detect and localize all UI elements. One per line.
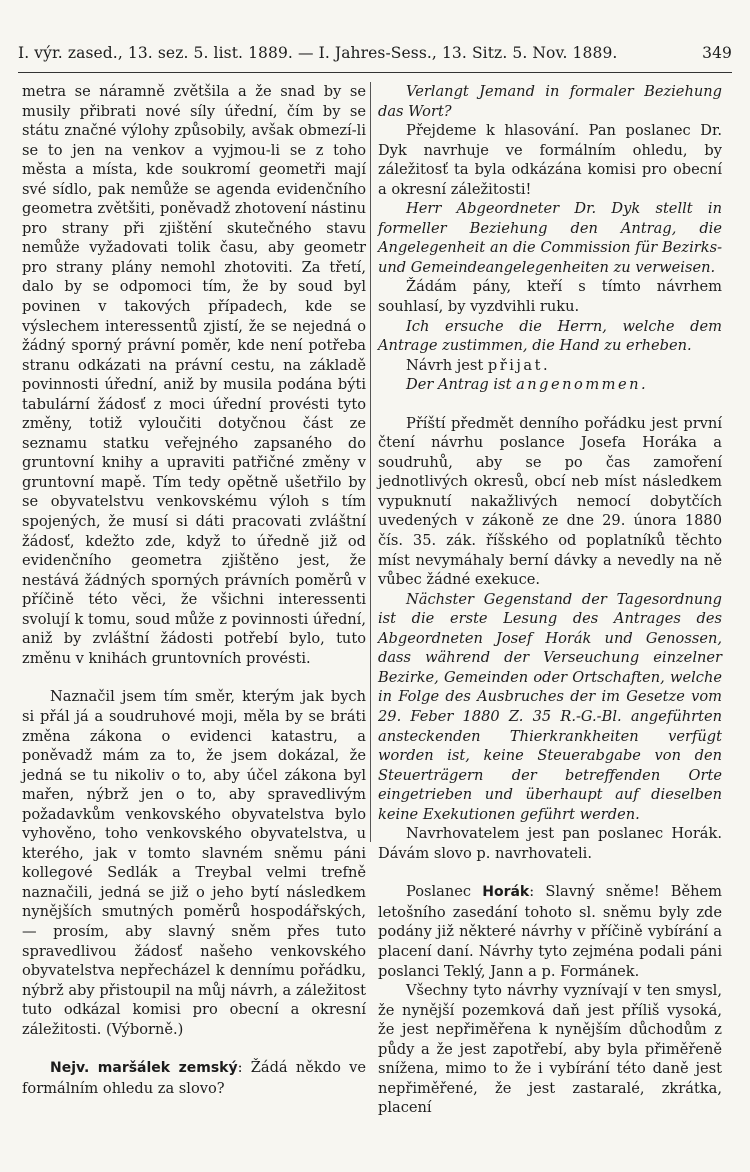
paragraph-german: Ich ersuche die Herrn, welche dem Antrage zustimmen, die Hand zu erheben. xyxy=(378,317,722,355)
paragraph: Naznačil jsem tím směr, kterým jak bych si přál já a soudruhové moji, měla by se bráti změna zákona o evidenci katastru, a poněvadž mám za to, že jsem dokázal, že jedná se tu nikoliv o to, aby účel zákona byl mařen, nýbrž jen o to, aby spravedlivým požadavkům venkovského obyvatelstva bylo vyhověno, toho venkovského obyvatelstva, u kterého, jak v tomto slavném sněmu páni kollegové Sedlák a Treybal velmi trefně naznačili, jedná se již o jeho bytí následkem nynějších smutných poměrů hospodářských, — prosím, aby slavný sněm přes tuto spravedlivou žádosť našeho venkovského obyvatelstva nepřecházel k dennímu pořádku, nýbrž aby přistoupil na můj návrh, a záležitost tuto odkázal komisi pro obecní a okresní záležitosti. (Výborně.) xyxy=(22,688,366,1038)
speaker-name: Horák xyxy=(482,884,530,901)
speech-text: : Slavný sněme! Během letošního zasedání tohoto sl. sněmu byly zde podány již některé návrhy v příčině vybírání a placení daní. Návrhy tyto zejména podali páni poslanci Teklý, Jann a p. Formánek. xyxy=(378,883,722,980)
paragraph: metra se náramně zvětšila a že snad by se musily přibrati nové síly úřední, čím by se státu značné výlohy způsobily, avšak obmezí-li se to jen na venkov a vyjmou-li se z toho města a místa, kde soukromí geometři mají své sídlo, pak nemůže se agenda evidenčního geometra zvětšiti, poněvadž zhotovení nástinu pro strany při zjištění skutečného stavu nemůže vyžadovati tolik času, aby geometr pro strany plány nemohl zhotoviti. Za třetí, dalo by se odpomoci tím, že by soud byl povinen v takových případech, kde se výslechem interessentů zjistí, že se nejedná o žádný sporný právní poměr, kde není potřeba stranu odkázati na právní cestu, na základě povinnosti úřední, aniž by musila podána býti tabulární žádosť z moci úřední provésti tyto změny, totiž vyloučiti dotyčnou část ze seznamu statku veřejného zapsaného do gruntovní knihy a upraviti patřičné změny v gruntovní mapě. Tím tedy opětně ušetřilo by se obyvatelstvu venkovskému výloh s tím spojených, že musí si dáti pracovati zvláštní žádosť, kdežto zde, když to úředně již od evidenčního geometra zjištěno jest, že nestává žádných sporných právních poměrů v příčině této věci, že všichni interessenti svolují k tomu, soud může z povinnosti úřední, aniž by zvláštní žádosti potřebí bylo, tuto změnu v knihách gruntovních provésti. xyxy=(22,83,366,667)
paragraph: Všechny tyto návrhy vyznívají v ten smysl, že nynější pozemková daň jest příliš vysoká, že jest nepřiměřena k nynějším důchodům z půdy a že jest zapotřebí, aby byla přiměřeně snížena, mimo to že i vybírání této daně jest nepřiměřené, že jest zastaralé, zkrátka, placení xyxy=(378,982,722,1117)
motion-text: Návrh jest xyxy=(406,356,488,374)
paragraph: Příští předmět denního pořádku jest první čtení návrhu poslance Josefa Horáka a soudruhů, aby se po čas zamoření jednotlivých okresů, obcí neb míst následkem vypuknutí nakažlivých nemocí dobytčích uvedených v zákoně ze dne 29. února 1880 čís. 35. zák. říšského od poplatníků těchto míst nevymáhaly berní dávky a nevedly na ně vůbec žádné exekuce. xyxy=(378,414,722,589)
motion-result: přijat. xyxy=(487,356,551,374)
motion-text: Der Antrag ist xyxy=(406,376,517,394)
page-header xyxy=(18,44,732,62)
speech-text: : Žádá někdo ve formálním ohledu za slovo? xyxy=(22,1059,366,1097)
paragraph: Žádám pány, kteří s tímto návrhem souhlasí, by vyzdvihli ruku. xyxy=(378,278,722,316)
speaker-title: Poslanec xyxy=(406,883,483,901)
header-text: I. výr. zased., 13. sez. 5. list. 1889. — I. Jahres-Sess., 13. Sitz. 5. Nov. 1889. xyxy=(18,44,618,62)
speaker-name: Nejv. maršálek zemský xyxy=(50,1060,238,1077)
header-rule xyxy=(18,72,732,73)
right-column xyxy=(378,82,722,1118)
column-divider xyxy=(370,82,371,842)
paragraph-german: Herr Abgeordneter Dr. Dyk stellt in formeller Beziehung den Antrag, die Angelegenheit an die Commission für Bezirks- und Gemeindeangelegenheiten zu verweisen. xyxy=(378,200,722,276)
paragraph: Navrhovatelem jest pan poslanec Horák. Dávám slovo p. navrhovateli. xyxy=(378,825,722,862)
paragraph-german: Verlangt Jemand in formaler Beziehung das Wort? xyxy=(378,83,722,120)
paragraph-german: Nächster Gegenstand der Tagesordnung ist die erste Lesung des Antrages des Abgeordneten Josef Horák und Genossen, dass während der Verseuchung einzelner Bezirke, Gemeinden oder Ortschaften, welche in Folge des Ausbruches der im Gesetze vom 29. Feber 1880 Z. 35 R.-G.-Bl. angeführten ansteckenden Thierkrankheiten verfügt worden ist, keine Steuerabgabe von den Steuerträgern der betreffenden Orte eingetrieben und überhaupt auf dieselben keine Exekutionen geführt werden. xyxy=(378,590,722,823)
paragraph-german xyxy=(378,375,722,395)
left-column xyxy=(22,82,366,1098)
paragraph xyxy=(378,882,722,981)
paragraph xyxy=(22,1058,366,1098)
page-number: 349 xyxy=(702,44,732,62)
motion-result: angenommen. xyxy=(516,376,649,394)
paragraph: Přejdeme k hlasování. Pan poslanec Dr. Dyk navrhuje ve formálním ohledu, by záležitosť ta byla odkázána komisi pro obecní a okresní záležitosti! xyxy=(378,122,722,198)
paragraph xyxy=(378,356,722,376)
